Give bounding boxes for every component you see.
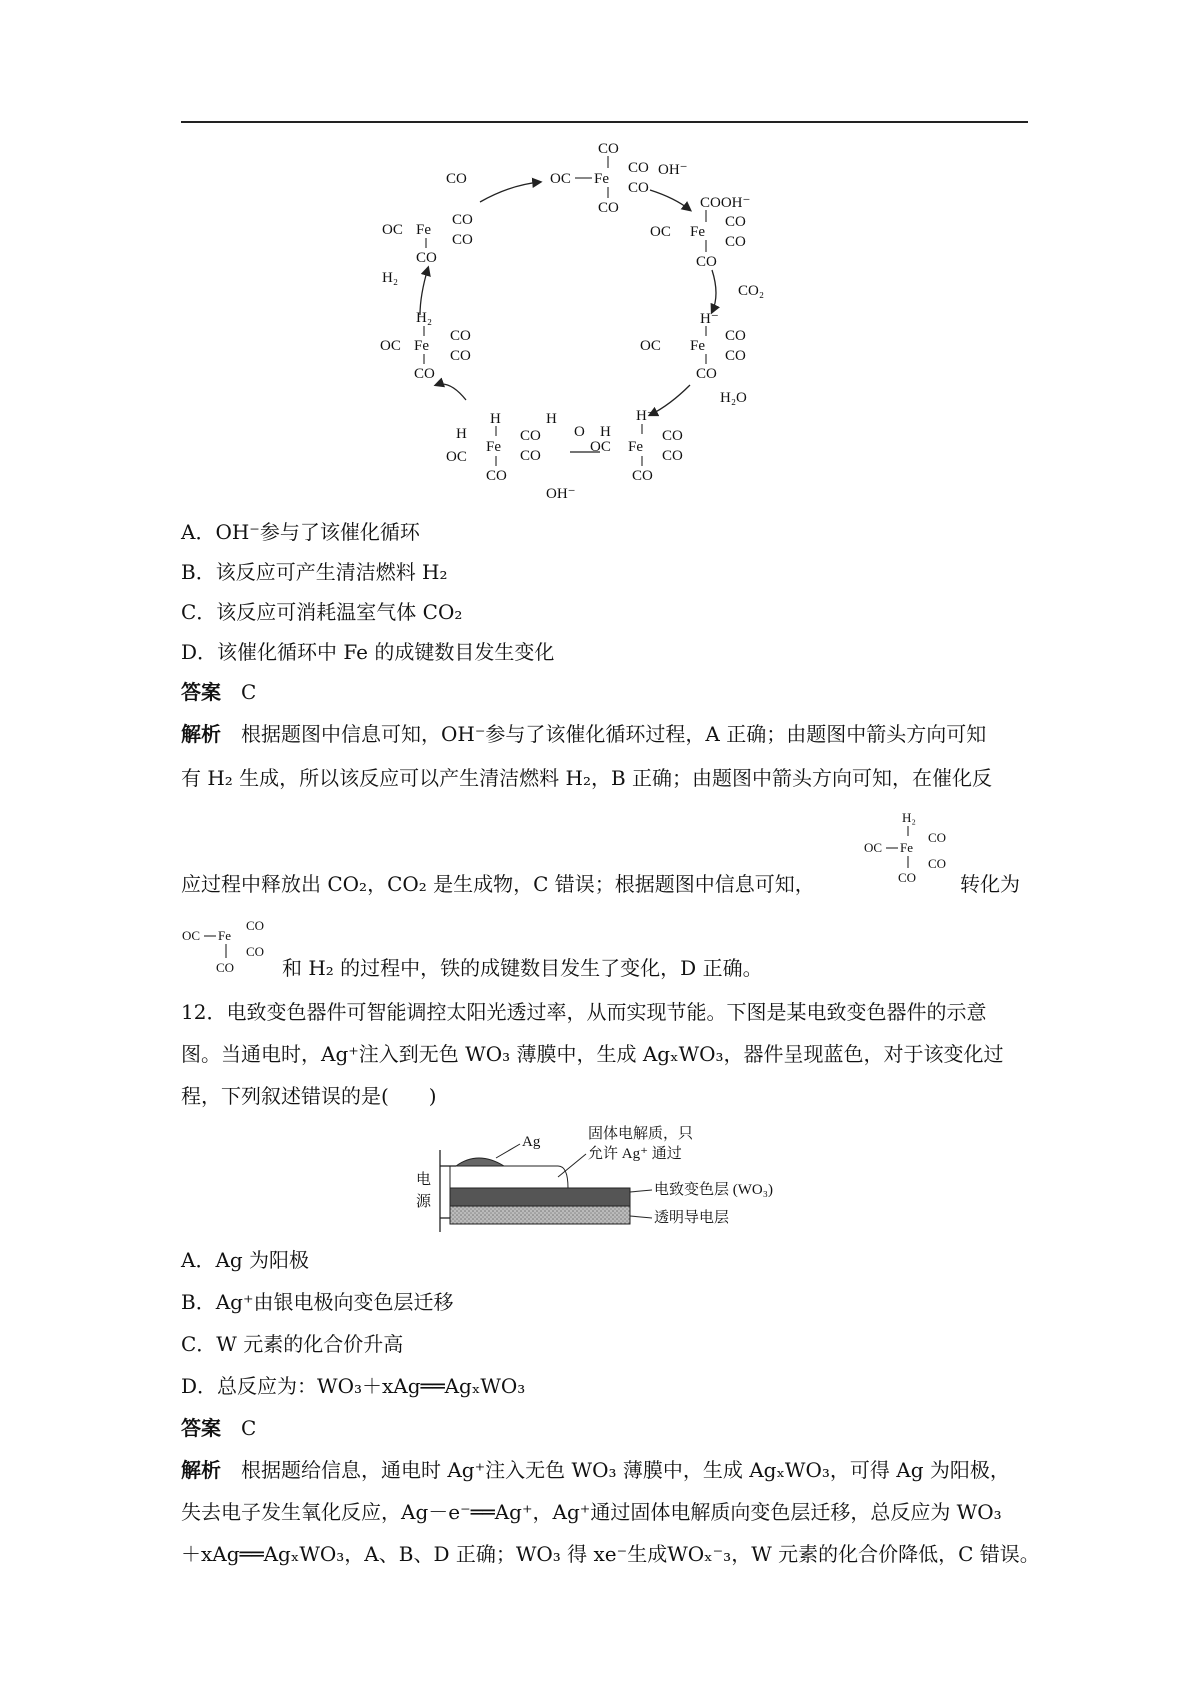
cycle-label: OC xyxy=(446,449,467,465)
svg-text:CO: CO xyxy=(898,870,917,885)
label-ag: Ag xyxy=(522,1134,541,1150)
svg-text:OC: OC xyxy=(182,928,201,943)
cycle-label: H xyxy=(456,426,467,442)
cycle-label: H xyxy=(490,411,501,427)
q11-analysis-line-3b: 转化为 xyxy=(960,872,1020,896)
label-electrolyte-1: 固体电解质，只 xyxy=(588,1126,694,1142)
analysis-label: 解析 xyxy=(181,722,221,746)
cycle-label: CO xyxy=(520,428,541,444)
svg-text:OC: OC xyxy=(864,840,883,855)
cycle-label: CO xyxy=(632,468,653,484)
svg-text:CO: CO xyxy=(928,856,947,871)
q12-analysis-line-1: 解析 根据题给信息，通电时 Ag⁺注入无色 WO₃ 薄膜中，生成 AgₓWO₃，可得 Ag 为阳极， xyxy=(181,1458,1010,1482)
q11-option-c: C．该反应可消耗温室气体 CO₂ xyxy=(181,600,463,624)
cycle-label: H⁻ xyxy=(700,311,719,327)
cycle-label: CO xyxy=(450,348,471,364)
cycle-label: OC xyxy=(382,222,403,238)
q11-analysis-line-3a: 应过程中释放出 CO₂，CO₂ 是生成物，C 错误；根据题图中信息可知， xyxy=(181,872,815,896)
cycle-label: Fe xyxy=(690,338,705,354)
cycle-label: H⁻ xyxy=(636,408,655,424)
silver-electrode xyxy=(456,1158,504,1166)
cycle-label: Fe xyxy=(628,439,643,455)
cycle-label: CO xyxy=(450,328,471,344)
q12-option-b: B．Ag⁺由银电极向变色层迁移 xyxy=(181,1290,454,1314)
q12-analysis-line-2: 失去电子发生氧化反应，Ag－e⁻══Ag⁺，Ag⁺通过固体电解质向变色层迁移，总反应为 WO₃ xyxy=(181,1500,1002,1524)
cycle-label: OC xyxy=(590,439,611,455)
q11-option-d: D．该催化循环中 Fe 的成键数目发生变化 xyxy=(181,640,555,664)
analysis-label: 解析 xyxy=(181,1458,221,1482)
fe-h2-complex-structure xyxy=(860,808,970,904)
cycle-label: H₂ xyxy=(416,310,433,326)
label-power-2: 源 xyxy=(416,1194,432,1210)
q12-option-c: C．W 元素的化合价升高 xyxy=(181,1332,404,1356)
q11-option-a: A．OH⁻参与了该催化循环 xyxy=(181,520,420,544)
cycle-label: H xyxy=(546,411,557,427)
cycle-label: CO xyxy=(628,160,649,176)
cycle-label: OC xyxy=(550,171,571,187)
label-electrolyte-2: 允许 Ag⁺ 通过 xyxy=(588,1146,682,1162)
svg-text:H₂: H₂ xyxy=(902,810,916,825)
cycle-label: CO xyxy=(486,468,507,484)
svg-text:CO: CO xyxy=(216,960,235,975)
cycle-label: CO xyxy=(452,212,473,228)
cycle-label: Fe xyxy=(690,224,705,240)
cycle-label: CO xyxy=(725,328,746,344)
transparent-conductive-layer xyxy=(450,1206,630,1224)
q12-option-a: A．Ag 为阳极 xyxy=(181,1248,310,1272)
cycle-label: CO xyxy=(662,448,683,464)
cycle-label: COOH⁻ xyxy=(700,195,751,211)
q11-analysis-line-2: 有 H₂ 生成，所以该反应可以产生清洁燃料 H₂，B 正确；由题图中箭头方向可知，在催化反 xyxy=(181,766,993,790)
q11-analysis-line-4: 和 H₂ 的过程中，铁的成键数目发生了变化，D 正确。 xyxy=(282,956,763,980)
cycle-label: CO xyxy=(628,180,649,196)
q12-stem-line-2: 图。当通电时，Ag⁺注入到无色 WO₃ 薄膜中，生成 AgₓWO₃，器件呈现蓝色，对于该变化过 xyxy=(181,1042,1004,1066)
svg-text:CO: CO xyxy=(928,830,947,845)
cycle-label: CO xyxy=(662,428,683,444)
svg-text:CO: CO xyxy=(246,918,265,933)
cycle-label: Fe xyxy=(416,222,431,238)
cycle-label: CO xyxy=(696,254,717,270)
q11-option-b: B．该反应可产生清洁燃料 H₂ xyxy=(181,560,448,584)
fe-co4-complex-structure xyxy=(180,912,290,982)
catalytic-cycle-diagram xyxy=(380,140,820,510)
answer-value: C xyxy=(241,1416,257,1440)
cycle-label: OC xyxy=(640,338,661,354)
q12-analysis-line-3: ＋xAg══AgₓWO₃，A、B、D 正确；WO₃ 得 xe⁻生成WOₓ⁻₃，W 元素的化合价降低，C 错误。 xyxy=(181,1542,1040,1566)
svg-text:Fe: Fe xyxy=(900,840,913,855)
svg-text:CO: CO xyxy=(246,944,265,959)
cycle-label: Fe xyxy=(486,439,501,455)
cycle-label: CO₂ xyxy=(738,283,765,299)
label-power-1: 电 xyxy=(416,1172,432,1188)
cycle-label: CO xyxy=(598,141,619,157)
answer-label: 答案 xyxy=(181,1416,221,1440)
cycle-label: H₂O xyxy=(720,390,747,406)
svg-text:Fe: Fe xyxy=(218,928,231,943)
cycle-label: CO xyxy=(416,250,437,266)
cycle-label: OC xyxy=(380,338,401,354)
cycle-label: CO xyxy=(725,348,746,364)
cycle-label: Fe xyxy=(594,171,609,187)
cycle-label: CO xyxy=(452,232,473,248)
q11-analysis-line-1: 解析 根据题图中信息可知，OH⁻参与了该催化循环过程，A 正确；由题图中箭头方向可知 xyxy=(181,722,987,746)
q12-option-d: D．总反应为：WO₃＋xAg══AgₓWO₃ xyxy=(181,1374,526,1398)
answer-value: C xyxy=(241,680,257,704)
solid-electrolyte xyxy=(450,1166,568,1188)
cycle-label: OH⁻ xyxy=(658,162,688,178)
q12-answer xyxy=(181,1416,256,1440)
cycle-label: CO xyxy=(696,366,717,382)
q11-answer xyxy=(181,680,256,704)
electrochromic-device-diagram xyxy=(408,1122,838,1248)
cycle-label: H xyxy=(600,424,611,440)
header-rule xyxy=(181,121,1028,123)
cycle-label: H₂ xyxy=(382,270,399,286)
cycle-label: CO xyxy=(725,234,746,250)
cycle-label: OC xyxy=(650,224,671,240)
label-wo3-layer: 电致变色层 (WO₃) xyxy=(654,1182,773,1198)
cycle-label: CO xyxy=(446,171,467,187)
electrochromic-layer xyxy=(450,1188,630,1206)
cycle-label: CO xyxy=(598,200,619,216)
q12-stem-line-3: 程，下列叙述错误的是( ) xyxy=(181,1084,437,1108)
q12-stem-line-1: 12．电致变色器件可智能调控太阳光透过率，从而实现节能。下图是某电致变色器件的示意 xyxy=(181,1000,987,1024)
cycle-label: CO xyxy=(520,448,541,464)
label-conductive-layer: 透明导电层 xyxy=(654,1210,730,1226)
cycle-label: CO xyxy=(725,214,746,230)
cycle-label: OH⁻ xyxy=(546,486,576,502)
cycle-label: Fe xyxy=(414,338,429,354)
cycle-label: CO xyxy=(414,366,435,382)
answer-label: 答案 xyxy=(181,680,221,704)
cycle-label: O xyxy=(574,424,585,440)
